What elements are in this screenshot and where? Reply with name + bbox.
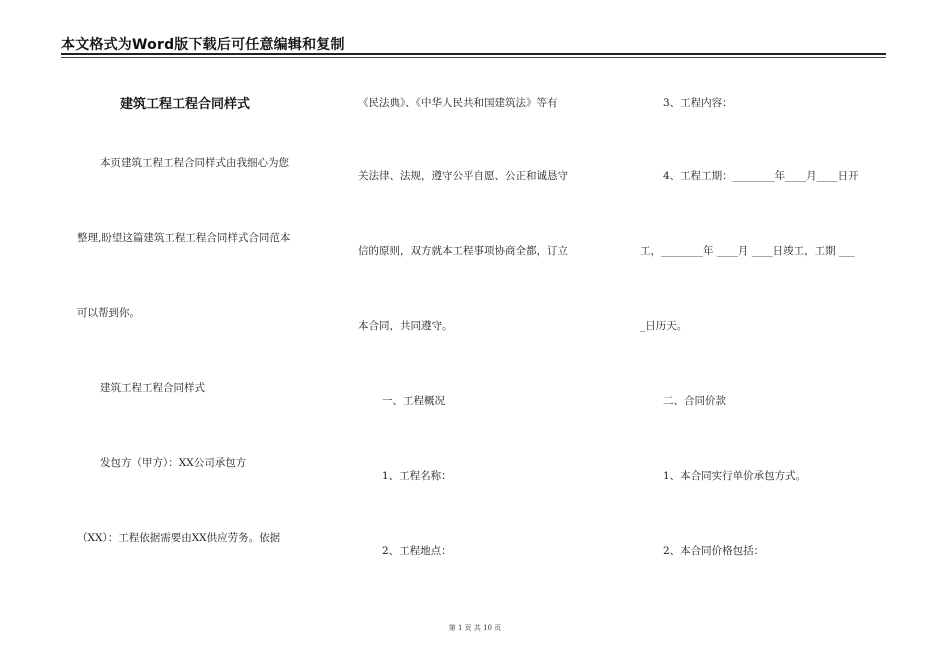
header-rule-thick	[61, 53, 886, 55]
col2-line-5: 一、工程概况	[382, 395, 445, 407]
col3-line-3: 工，________年 ____月 ____日竣工，工期 ___	[640, 245, 855, 257]
col3-line-6: 1、本合同实行单价承包方式。	[663, 470, 807, 482]
page-footer: 第 1 页 共 10 页	[448, 624, 502, 632]
col3-line-1: 3、工程内容：	[663, 97, 733, 109]
col1-line-5: 发包方（甲方）：XX公司承包方	[100, 457, 247, 469]
col1-line-2: 整理,盼望这篇建筑工程工程合同样式合同范本	[77, 232, 291, 244]
header-rule-thin	[61, 57, 886, 58]
document-title: 建筑工程工程合同样式	[120, 97, 251, 112]
col2-line-7: 2、工程地点：	[382, 545, 452, 557]
header-title: 本文格式为Word版下载后可任意编辑和复制	[61, 37, 345, 53]
col1-line-1: 本页建筑工程工程合同样式由我细心为您	[100, 157, 289, 169]
col2-line-3: 信的原则，双方就本工程事项协商全都，订立	[358, 245, 568, 257]
col3-line-4: _日历天。	[640, 320, 688, 332]
col1-line-4: 建筑工程工程合同样式	[100, 382, 205, 394]
col1-line-3: 可以帮到你。	[77, 307, 140, 319]
col3-line-7: 2、本合同价格包括：	[663, 545, 765, 557]
col1-line-6: （XX）：工程依据需要由XX供应劳务。依据	[77, 532, 281, 544]
col3-line-5: 二、合同价款	[663, 395, 726, 407]
col2-line-1: 《民法典》、《中华人民共和国建筑法》等有	[358, 97, 558, 109]
col2-line-6: 1、工程名称：	[382, 470, 452, 482]
col3-line-2: 4、工程工期：________年____月____日开	[663, 170, 859, 182]
col2-line-4: 本合同，共同遵守。	[358, 320, 453, 332]
col2-line-2: 关法律、法规，遵守公平自愿、公正和诚恳守	[358, 170, 568, 182]
